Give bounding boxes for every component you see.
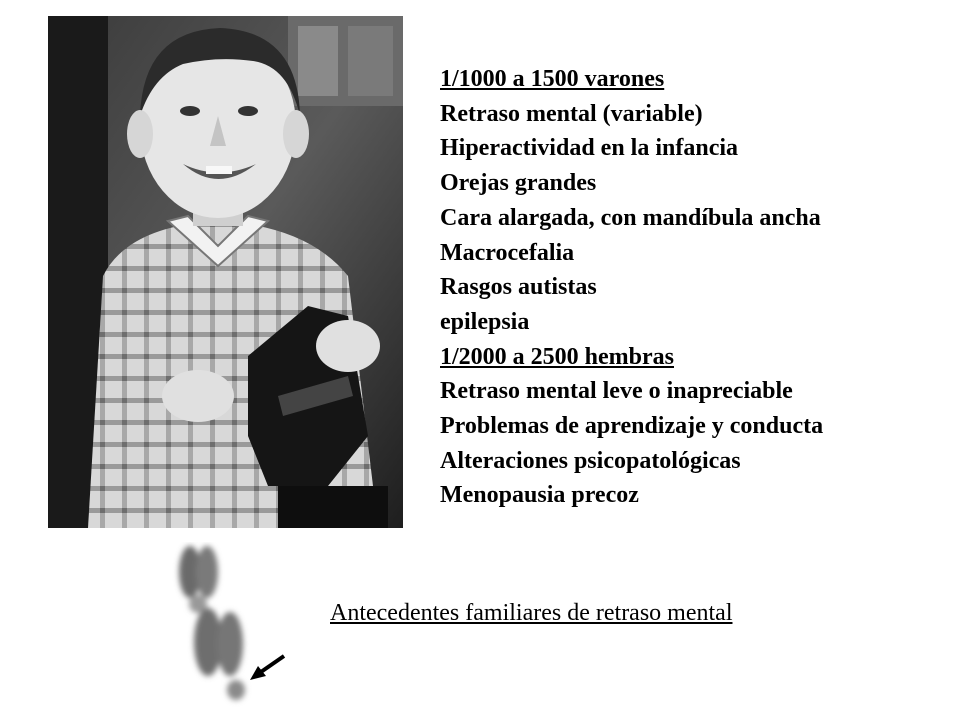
photo-of-boy <box>48 16 403 528</box>
trait-item: Cara alargada, con mandíbula ancha <box>440 204 821 231</box>
family-history-caption: Antecedentes familiares de retraso mental <box>330 600 733 626</box>
trait-heading-males <box>440 62 823 97</box>
trait-item: Orejas grandes <box>440 170 597 197</box>
trait-item: Hiperactividad en la infancia <box>440 135 739 162</box>
chromosome-illustration <box>170 542 290 712</box>
arrow-icon <box>248 652 288 682</box>
trait-heading-text: 1/2000 a 2500 hembras <box>440 343 674 370</box>
trait-item: Rasgos autistas <box>440 274 597 301</box>
trait-item: Retraso mental leve o inapreciable <box>440 378 793 405</box>
trait-item: Macrocefalia <box>440 239 575 266</box>
trait-item: Alteraciones psicopatológicas <box>440 447 741 474</box>
trait-item: epilepsia <box>440 308 530 335</box>
trait-heading-females <box>440 340 823 375</box>
trait-heading-text: 1/1000 a 1500 varones <box>440 66 665 92</box>
trait-list <box>440 62 823 513</box>
trait-item: Menopausia precoz <box>440 482 639 509</box>
trait-item: Retraso mental (variable) <box>440 100 703 127</box>
photo-illustration <box>48 16 403 528</box>
trait-item: Problemas de aprendizaje y conducta <box>440 413 824 440</box>
x-chromosome-image <box>170 542 290 712</box>
